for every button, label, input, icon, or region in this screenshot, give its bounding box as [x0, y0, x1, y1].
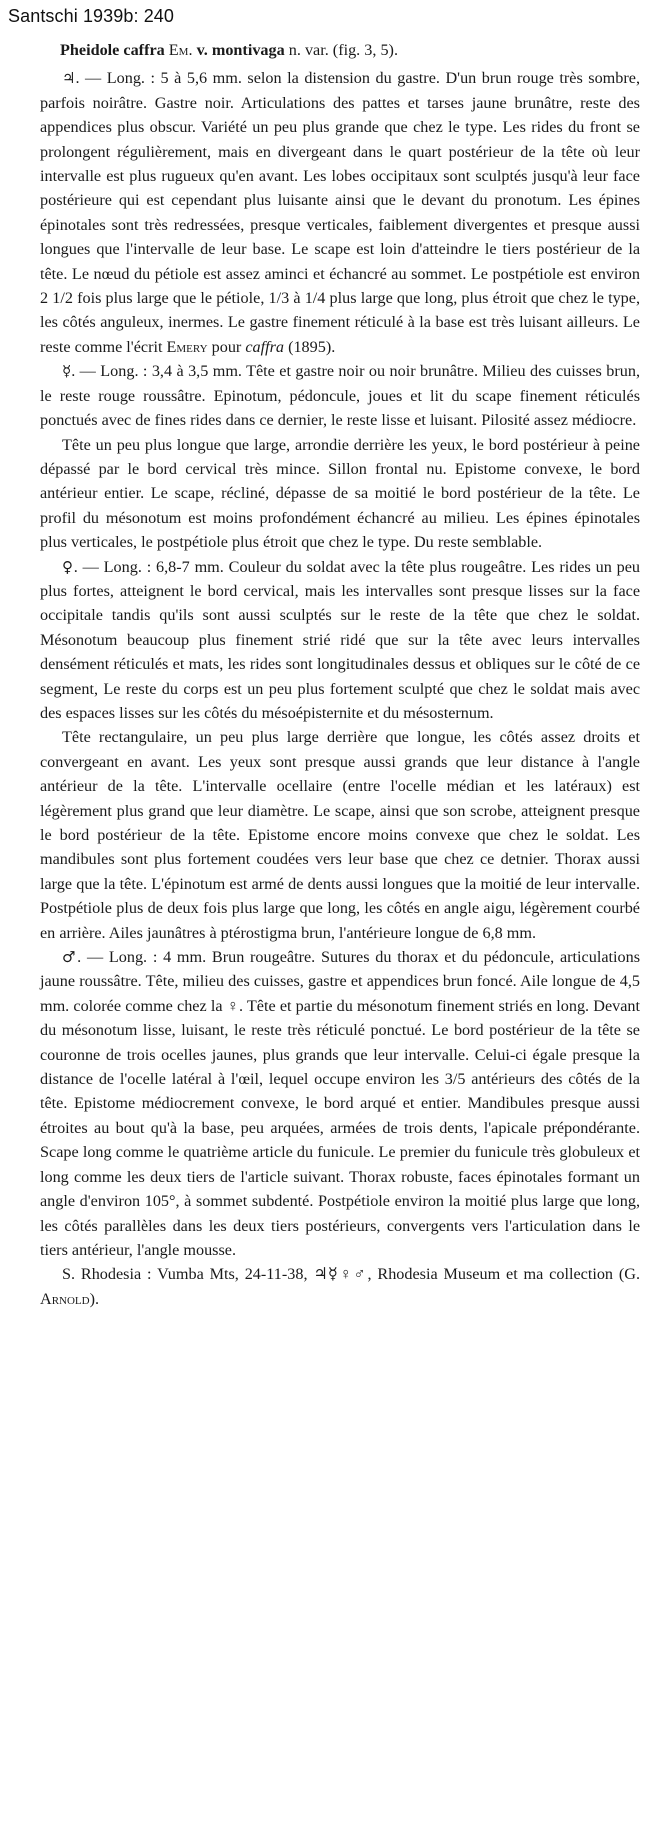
paragraph-queen-head — [40, 725, 640, 945]
paragraph-locality-end: ). — [89, 1289, 100, 1308]
paragraph-locality — [40, 1262, 640, 1311]
paragraph-male-text: . — Long. : 4 mm. Brun rougeâtre. Sutures du thorax et du pédoncule, articulations jaune roussâtre. Tête, milieu des cuisses, gastre et appendices brun foncé. Aile longue de 4,5 mm. colorée comme chez la ♀. Tête et partie du mésonotum finement striés en long. Devant du mésonotum lisse, luisant, le reste très réticulé ponctué. Le bord postérieur de la tête se couronne de trois ocelles jaunes, plus grands que leur intervalle. Celui-ci égale presque la distance de l'ocelle latéral à l'œil, lequel occupe environ les 3/5 antérieurs des côtés de la tête. Epistome médiocrement convexe, le bord arqué et entier. Mandibules presque aussi étroites au bout qu'à la base, peu arquées, armées de trois dents, l'apicale prépondérante. Scape long comme le quatrième article du funicule. Le premier du funicule très globuleux et long comme les deux tiers de l'article suivant. Thorax robuste, faces épinotales formant un angle d'environ 105°, à sommet subdenté. Postpétiole environ la moitié plus large que long, les côtés parallèles dans les deux tiers postérieurs, convergents vers l'articulation dans le tiers antérieur, l'angle mousse. — [40, 948, 640, 1259]
paragraph-queen — [40, 555, 640, 726]
worker-symbol-icon: ☿ — [62, 362, 72, 381]
paragraph-soldier-tail: pour — [207, 337, 246, 356]
paragraph-queen-head-text: Tête rectangulaire, un peu plus large derrière que longue, les côtés assez droits et convergeant en avant. Les yeux sont presque aussi grands que leur distance à l'angle antérieur de la tête. L'intervalle ocellaire (entre l'ocelle médian et les latéraux) est légèrement plus grand que leur diamètre. Le scape, ainsi que son scrobe, atteignent presque le bord postérieur de la tête. Epistome encore moins convexe que chez le soldat. Les mandibules sont plus fortement coudées vers leur base que chez ce detnier. Thorax aussi large que la tête. L'épinotum est armé de dents aussi longues que la moitié de leur intervalle. Postpétiole plus de deux fois plus large que long, les côtés en angle aigu, légèrement courbé en arrière. Ailes jaunâtres à ptérostigma brun, l'antérieure longue de 6,8 mm. — [40, 728, 640, 942]
male-symbol-icon: ♂ — [62, 948, 78, 967]
taxon-genus-species: Pheidole caffra — [60, 41, 165, 59]
paragraph-male — [40, 945, 640, 1262]
taxon-title-rest: n. var. (fig. 3, 5). — [284, 41, 398, 59]
paragraph-soldier — [40, 66, 640, 359]
paragraph-worker-head — [40, 433, 640, 555]
author-emery: Emery — [166, 337, 208, 356]
soldier-symbol-icon: ♃ — [62, 69, 76, 88]
paragraph-worker — [40, 359, 640, 432]
paragraph-soldier-text: . — Long. : 5 à 5,6 mm. selon la distension du gastre. D'un brun rouge très sombre, parfois noirâtre. Gastre noir. Articulations des pattes et tarses jaune brunâtre, reste des appendices plus obscur. Variété un peu plus grande que chez le type. Les rides du front se prolongent régulièrement, mais en divergeant dans le quart postérieur de la tête où leur intervalle est plus rugueux qu'en avant. Les lobes occipitaux sont sculptés jusqu'à leur face postérieure qui est cependant plus luisante ainsi que le devant du pronotum. Les épines épinotales sont très redressées, presque verticales, faiblement divergentes et presque aussi longues que l'intervalle de leur base. Le scape est loin d'atteindre le tiers postérieur de la tête. Le nœud du pétiole est assez aminci et échancré au sommet. Le postpétiole est environ 2 1/2 fois plus large que le pétiole, 1/3 à 1/4 plus large que long, plus étroit que chez le type, les côtés anguleux, inermes. Le gastre finement réticulé à la base est très luisant ailleurs. Le reste comme l'écrit — [40, 69, 640, 356]
paragraph-worker-head-text: Tête un peu plus longue que large, arrondie derrière les yeux, le bord postérieur à peine dépassé par le bord cervical très mince. Sillon frontal nu. Epistome convexe, le bord antérieur entier. Le scape, récliné, dépasse de sa moitié le bord postérieur de la tête. Le profil du mésonotum est moins profondément échancré au milieu. Les épines épinotales plus verticales, le postpétiole plus étroit que chez le type. Du reste semblable. — [40, 435, 640, 552]
taxon-variety: v. montivaga — [196, 41, 285, 59]
species-caffra: caffra — [245, 337, 285, 356]
paragraph-locality-text: S. Rhodesia : Vumba Mts, 24-11-38, ♃☿♀♂, Rhodesia Museum et ma collection (G. — [62, 1265, 640, 1284]
taxon-title — [40, 38, 640, 62]
queen-symbol-icon: ♀ — [62, 557, 74, 576]
paragraph-soldier-end: (1895). — [284, 337, 336, 356]
collector-arnold: Arnold — [40, 1289, 90, 1308]
citation-reference: Santschi 1939b: 240 — [8, 6, 175, 26]
paragraph-worker-text: . — Long. : 3,4 à 3,5 mm. Tête et gastre noir ou noir brunâtre. Milieu des cuisses brun, le reste rouge roussâtre. Epinotum, pédoncule, joues et lit du scape finement réticulés ponctués avec de fines rides dans ce dernier, le reste lisse et luisant. Pilosité assez médiocre. — [40, 362, 640, 430]
description-body — [40, 38, 640, 1311]
taxon-author: Em. — [168, 41, 193, 59]
paragraph-queen-text: . — Long. : 6,8-7 mm. Couleur du soldat avec la tête plus rougeâtre. Les rides un peu plus fortes, atteignent le bord cervical, mais les intervalles sont presque lisses sur la face occipitale tandis qu'ils sont aussi sculptés sur le reste de la tête que chez le soldat. Mésonotum beaucoup plus finement strié ridé que sur la tête avec leurs intervalles densément réticulés et mats, les rides sont longitudinales dessus et obliques sur le côté de ce segment, Le reste du corps est un peu plus fortement sculpté que chez le soldat mais avec des espaces lisses sur les côtés du mésoépisternite et du mésosternum. — [40, 557, 640, 722]
